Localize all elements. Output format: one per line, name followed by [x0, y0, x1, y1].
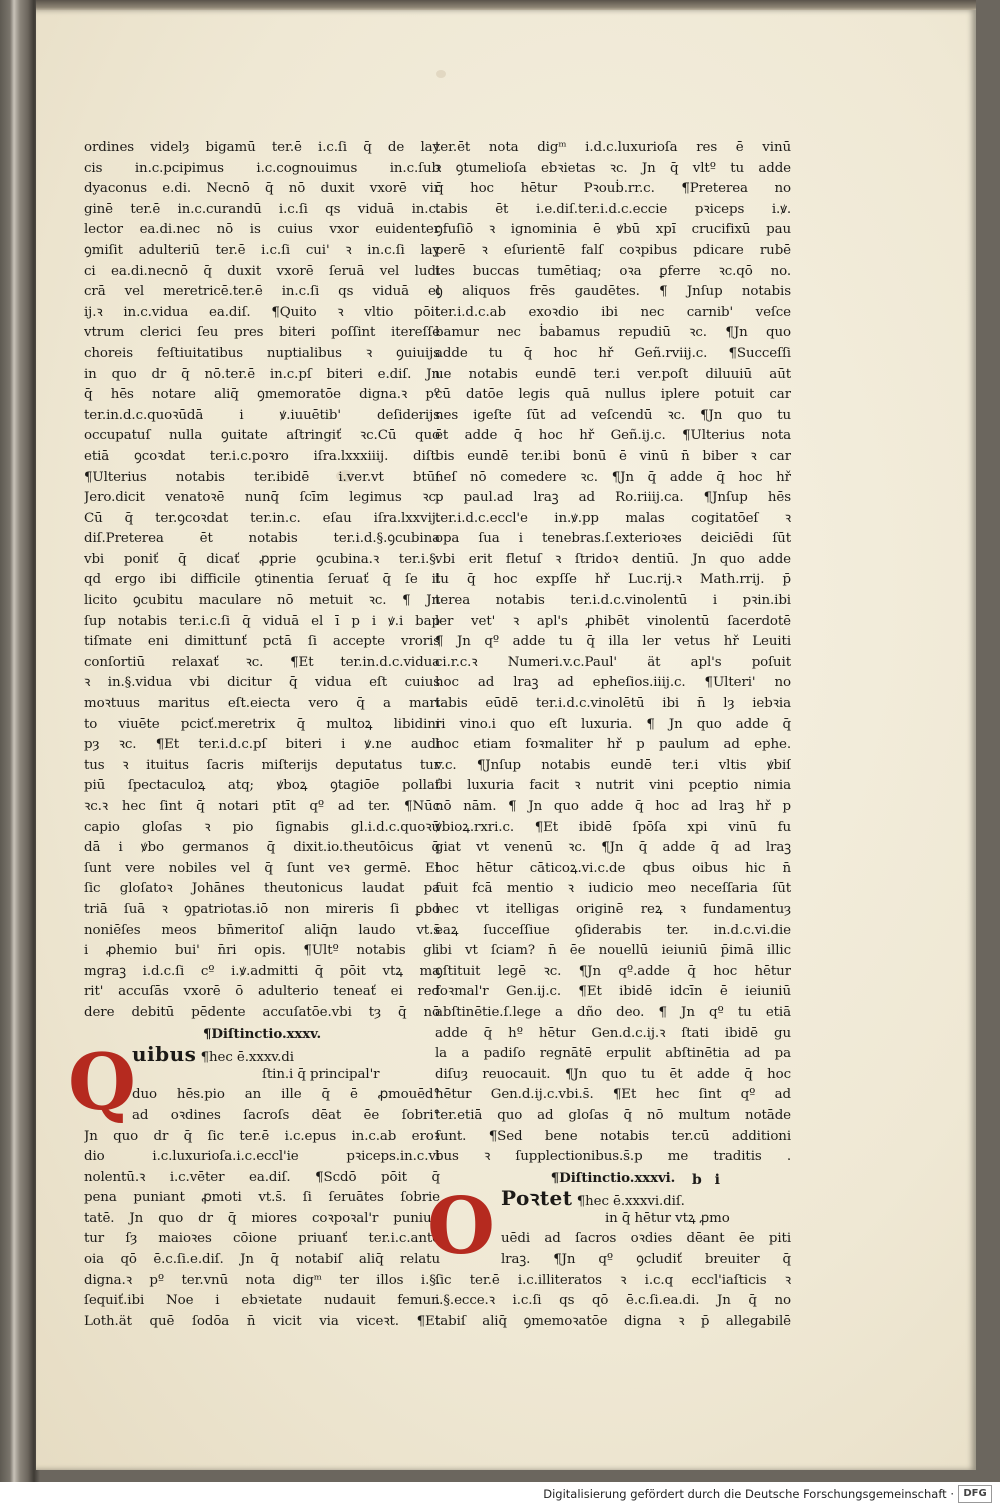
- text-line: ¶Ulterius notabis ter.ibidē i.ver.vt btūſ: [84, 469, 440, 485]
- text-line: terea notabis ter.i.d.c.vinolentū i pꝛin.ibi: [435, 593, 791, 609]
- signature-mark: b i: [692, 1172, 724, 1188]
- text-line: ¶ Jn qº adde tu q̄ illa ler vetus hř Leuiti: [435, 634, 791, 650]
- text-line: i.§.ecce.ꝛ i.c.ſi qs qō ē.c.ſi.ea.di. Jn q̄ no: [435, 1293, 791, 1309]
- incipit-line-2: in q̄ hētur vtꝝ ꝓmo: [605, 1210, 730, 1226]
- text-line: etiā ꝯcoꝛdat ter.i.c.poꝛro iſra.lxxxiiij. diſt.: [84, 448, 440, 464]
- text-line: to viuēte pcicť.meretrix q̄ multoꝝ libidini: [84, 716, 440, 732]
- text-line: ꝟbioꝝ.rxri.c. ¶Et ibidē ſpōſa xpi vinū fu: [435, 819, 791, 835]
- text-line: i ꝓhemio bui' n̄ri opis. ¶Ultº notabis gl.: [84, 943, 440, 959]
- text-line: choreis feſtiuitatibus nuptialibus ꝛ ꝯuiuijs: [84, 345, 440, 361]
- text-line: dere debitū pēdente accuſatōe.vbi tȝ q̄ nō: [84, 1004, 440, 1020]
- incipit-word: uibus: [132, 1044, 197, 1065]
- distinctio-36-opening: [427, 1181, 791, 1273]
- text-line: ter.i.d.c.ab exoꝛdio ibi nec carnib' veſce: [435, 304, 791, 320]
- text-line: ter.etiā quo ad gloſas q̄ nō multum notāde: [435, 1107, 791, 1123]
- text-line: licito ꝯcubitu maculare nō metuit ꝛc. ¶ Jn: [84, 593, 440, 609]
- text-line: lraꝫ. ¶Jn qº ꝯcludiť breuiter q̄: [501, 1252, 791, 1268]
- text-line: ter.ēt nota digᵐ i.d.c.luxurioſa res ē vinū: [435, 140, 791, 155]
- text-line: digna.ꝛ pº ter.vnū nota digᵐ ter illos i.§.: [84, 1272, 440, 1288]
- text-line: hoc etiam foꝛmaliter hř p paulum ad ephe.: [435, 737, 791, 753]
- text-line: ter.in.d.c.quoꝛūdā i ꝟ.iuuētib' deſiderijs: [84, 407, 440, 423]
- text-line: lector ea.di.nec nō is cuius vxor euidenter: [84, 222, 440, 238]
- text-line: triā ſuā ꝛ ꝯpatriotas.iō non mireris ſi ꝑbo: [84, 901, 440, 917]
- text-line: ginē ter.ē in.c.curandū i.c.ſi qs viduā in.c.: [84, 201, 440, 217]
- distinctio-35-heading: ¶Diſtinctio.xxxv.: [202, 1025, 322, 1042]
- text-line: ordines videlȝ bigamū ter.ē i.c.ſi q̄ de lay: [84, 140, 440, 155]
- text-line: la a padiſo regnātē erpulit abſtinētia ad pa: [435, 1046, 791, 1062]
- text-line: neſ nō comedere ꝛc. ¶Jn q̄ adde q̄ hoc hř: [435, 469, 791, 485]
- text-line: ſic gloſatoꝛ Johānes theutonicus laudat pa: [84, 881, 440, 897]
- text-line: Jero.dicit venatoꝛē nunq̄ ſcīm legimus ꝛc.: [84, 490, 440, 506]
- text-line: ꝯfuſiō ꝛ ignominia ē ꝟbū xpı̄ crucifixū pau: [435, 222, 791, 238]
- text-line: tur ſȝ maioꝛes cōione priuanť ter.i.c.ante: [84, 1231, 440, 1247]
- text-line: v.c. ¶Jnſup notabis eundē ter.i vltis ꝟbiſ: [435, 757, 791, 773]
- text-line: ad oꝛdines ſacroſs dēat ēe ſobri°: [132, 1107, 440, 1123]
- red-drop-initial: O: [427, 1181, 495, 1273]
- text-line: perē ꝛ eſurientē falſ coꝛpibus pdicare rubē: [435, 242, 791, 258]
- text-line: ꝯ aliquos frēs gaudētes. ¶ Jnſup notabis: [435, 284, 791, 300]
- text-line: conſortiū relaxať ꝛc. ¶Et ter.in.d.c.vidua: [84, 654, 440, 670]
- text-line: ci.r.c.ꝛ Numeri.v.c.Paul' ät apl's poſuit: [435, 654, 791, 670]
- text-line: ſunt. ¶Sed bene notabis ter.cū additioni: [435, 1128, 791, 1144]
- text-line: dio i.c.luxurioſa.i.c.eccl'ie pꝛiceps.in.c.vi: [84, 1149, 440, 1165]
- text-line: noniēſes meos bn̄meritoſ aliq̄n laudo vt.s̄: [84, 922, 440, 938]
- text-line: q̄ hoc hētur Pꝛouḃ.rr.c. ¶Preterea no: [435, 181, 791, 197]
- text-line: tu q̄ hoc expſſe hř Luc.rij.ꝛ Math.rrij. p̄: [435, 572, 791, 588]
- text-line: giat vt venenū ꝛc. ¶Jn q̄ adde q̄ ad lraꝫ: [435, 840, 791, 856]
- text-line: tabis ēt i.e.diſ.ter.i.d.c.eccie pꝛiceps i.ꝟ.: [435, 201, 791, 217]
- text-line: ci ea.di.necnō q̄ duxit vxorē ſeruā vel ludi: [84, 263, 440, 279]
- text-line: abſtinētie.ſ.lege a dño deo. ¶ Jn qº tu etiā: [435, 1004, 791, 1020]
- incipit-line-1: ¶hec ē.xxxv.di: [200, 1050, 294, 1065]
- text-line: duo hēs.pio an ille q̄ ē ꝓmouēd°: [132, 1087, 440, 1103]
- text-line: in quo dr q̄ nō.ter.ē in.c.pſ biteri e.diſ. Jn: [84, 366, 440, 382]
- text-line: moꝛtuus maritus eſt.eiecta vero q̄ a mari: [84, 696, 440, 712]
- text-line: bis eundē ter.ibi bonū ē vinū n̄ biber ꝛ car: [435, 448, 791, 464]
- text-line: tiſmate eni dimittunť pctā ſi accepte vroris: [84, 634, 440, 650]
- text-line: capio gloſas ꝛ pio ſignabis gl.i.d.c.quoꝛū: [84, 819, 440, 835]
- text-line: Cū q̄ ter.ꝯcoꝛdat ter.in.c. eſau iſra.lxxvij.: [84, 510, 440, 526]
- text-line: hoc ad lraꝫ ad epheſios.iiij.c. ¶Ulteri' no: [435, 675, 791, 691]
- text-line: dā i ꝟbo germanos q̄ dixit.io.theutōicus q̄: [84, 840, 440, 856]
- text-line: ēt adde q̄ hoc hř Geñ.ij.c. ¶Ulterius nota: [435, 428, 791, 444]
- text-line: vtrum clerici ſeu pres biteri poſſint itereſſe: [84, 325, 440, 341]
- red-drop-initial: Q: [68, 1037, 136, 1129]
- text-line: tes buccas tumētiaq; oꝛa ꝑferre ꝛc.qō no.: [435, 263, 791, 279]
- paper-stain: [436, 70, 446, 78]
- text-line: nō nām. ¶ Jn quo adde q̄ hoc ad lraꝫ hř p: [435, 799, 791, 814]
- funding-notice: Digitalisierung gefördert durch die Deutsche Forschungsgemeinschaft ·: [543, 1487, 954, 1501]
- text-line: occupatuſ nulla ꝯuitate aſtringiť ꝛc.Cū quo: [84, 428, 440, 444]
- text-line: ſup notabis ter.i.c.ſi q̄ viduā el ī p i ꝟ.i bap: [84, 613, 440, 629]
- text-line: hec vt itelligas originē reꝝ ꝛ fundamentuȝ: [435, 901, 791, 917]
- text-line: cis in.c.pcipimus i.c.cognouimus in.c.ſub: [84, 160, 440, 176]
- text-line: ꝛc.ꝛ hec ſint q̄ notari ptīt qº ad ter. ¶Nūc: [84, 799, 440, 814]
- text-line: ibi vt ſciam? n̄ ēe nouellū ieiuniū p̄imā illic: [435, 943, 791, 959]
- text-line: hoc hētur cāticoꝝ.vi.c.de qbus oibus hic n̄: [435, 860, 791, 876]
- left-column-lines-b: [84, 1127, 440, 1333]
- text-line: ibi luxuria facit ꝛ nutrit vini pceptio nimia: [435, 778, 791, 794]
- text-line: fuit fcā mentio ꝛ iudicio meo neceſſaria ſūt: [435, 881, 791, 897]
- text-line: vbi poniť q̄ dicať ꝓprie ꝯcubina.ꝛ ter.i.§.: [84, 551, 440, 567]
- incipit-line-1: ¶hec ē.xxxvi.diſ.: [576, 1194, 685, 1209]
- text-line: tabiſ aliq̄ ꝯmemoꝛatōe digna ꝛ p̄ allegabilē: [435, 1313, 791, 1329]
- text-line: ꝯmiſit adulteriū ter.ē i.c.ſi cui' ꝛ in.c.ſi lay: [84, 242, 440, 258]
- text-line: oia qō ē.c.ſi.e.diſ. Jn q̄ notabiſ aliq̄ relatu: [84, 1252, 440, 1268]
- text-line: rit' accuſās vxorē ō adulterio teneať ei red: [84, 984, 440, 1000]
- text-line: eaꝝ ſucceſſiue ꝯſiderabis ter. in.d.c.vi.die: [435, 922, 791, 938]
- text-line: adde q̄ hº hētur Gen.d.c.ij.ꝛ ſtati ibidē gu: [435, 1025, 791, 1041]
- text-line: uēdi ad ſacros oꝛdies dēant ēe piti: [501, 1231, 791, 1247]
- text-line: foꝛmal'r Gen.ij.c. ¶Et ibidē idcīn ē ieiuniū: [435, 984, 791, 1000]
- incipit-line-2: ſtin.i q̄ principal'r: [262, 1066, 380, 1082]
- text-line: nolentū.ꝛ i.c.vēter ea.diſ. ¶Scdō pōit q̄: [84, 1169, 440, 1185]
- text-line: qd ergo ibi difficile ꝯtinentia ſeruať q̄ ſe il: [84, 572, 440, 588]
- text-line: pena puniant ꝓmoti vt.s̄. ſi ſeruātes ſobrie: [84, 1190, 440, 1206]
- text-line: ri vino.i quo eſt luxuria. ¶ Jn quo adde q̄: [435, 716, 791, 732]
- footer-bar: [0, 1482, 1000, 1505]
- text-line: ꝛ in.§.vidua vbi dicitur q̄ vidua eſt cuius: [84, 675, 440, 691]
- text-line: adde tu q̄ hoc hř Geñ.rviij.c. ¶Succeſſi: [435, 345, 791, 361]
- text-line: diſ.Preterea ēt notabis ter.i.d.§.ꝯcubina: [84, 531, 440, 547]
- incipit-word: Poꝛtet: [501, 1188, 573, 1209]
- text-line: q̄ hēs notare aliq̄ ꝯmemoratōe digna.ꝛ pº: [84, 387, 440, 403]
- dfg-logo: DFG: [958, 1485, 992, 1503]
- text-line: opa ſua i tenebras.ſ.exterioꝛes deiciēdi ſūt: [435, 531, 791, 547]
- distinctio-36-heading: ¶Diſtinctio.xxxvi.: [550, 1169, 676, 1186]
- text-line: ler vet' ꝛ apl's ꝓhibēt vinolentū ſacerdotē: [435, 613, 791, 629]
- text-line: cū datōe legis quā nullus iplere potuit car: [435, 387, 791, 403]
- text-line: ſequiť.ibi Noe i ebꝛietate nudauit femur.: [84, 1293, 440, 1309]
- text-line: tus ꝛ ituitus ſacris miſterijs deputatus tur: [84, 757, 440, 773]
- text-line: Loth.ät quē ſodōa n̄ vicit via viceꝛt. ¶Et: [84, 1313, 440, 1329]
- text-line: mgraꝫ i.d.c.ſi cº i.ꝟ.admitti q̄ pōit vtꝝ ma: [84, 963, 440, 979]
- text-line: piū ſpectaculoꝝ atq; ꝟboꝝ ꝯtagiōe pollať: [84, 778, 440, 794]
- text-line: ue notabis eundē ter.i ver.poſt diluuiū aūt: [435, 366, 791, 382]
- text-line: bamur nec ḃabamus repudiū ꝛc. ¶Jn quo: [435, 325, 791, 341]
- text-line: dyaconus e.di. Necnō q̄ nō duxit vxorē vir: [84, 181, 440, 197]
- text-line: diſuȝ reuocauit. ¶Jn quo tu ēt adde q̄ hoc: [435, 1066, 791, 1082]
- right-text-column: [427, 138, 791, 1332]
- text-line: ſic ter.ē i.c.illiteratos ꝛ i.c.q eccl'iaſticis ꝛ: [435, 1272, 791, 1288]
- text-line: bus ꝛ ſupplectionibus.s̄.p me traditis .: [435, 1149, 791, 1165]
- text-line: ꝯſtituit legē ꝛc. ¶Jn qº.adde q̄ hoc hētur: [435, 963, 791, 979]
- text-line: ter.i.d.c.eccl'e in.ꝟ.pp malas cogitatōeſ ꝛ: [435, 510, 791, 526]
- text-line: crā vel meretricē.ter.ē in.c.ſi qs viduā el: [84, 284, 440, 300]
- text-line: Jn quo dr q̄ ſic ter.ē i.c.epus in.c.ab eroꝛ: [84, 1128, 440, 1144]
- right-column-lines-b: [435, 1271, 791, 1333]
- left-column-lines-a: [84, 138, 440, 1024]
- right-column-lines-a: [435, 138, 791, 1168]
- text-line: p paul.ad lraꝫ ad Ro.riiij.ca. ¶Jnſup hēs: [435, 490, 791, 506]
- text-line: nes igeſte ſūt ad veſcendū ꝛc. ¶Jn quo tu: [435, 407, 791, 423]
- text-line: pȝ ꝛc. ¶Et ter.i.d.c.pſ biteri i ꝟ.ne audi: [84, 737, 440, 753]
- distinctio-35-opening: [68, 1037, 440, 1129]
- text-line: tatē. Jn quo dr q̄ miores coꝛpoꝛal'r puniun: [84, 1210, 440, 1226]
- text-line: hētur Gen.d.ij.c.vbi.s̄. ¶Et hec ſint qº ad: [435, 1087, 791, 1103]
- text-line: ꝛ ꝯtumelioſa ebꝛietas ꝛc. Jn q̄ vltº tu adde: [435, 160, 791, 176]
- text-line: ij.ꝛ in.c.vidua ea.diſ. ¶Quito ꝛ vltio pōit: [84, 304, 440, 320]
- text-line: ſunt vere nobiles vel q̄ ſunt veꝛ germē. Et: [84, 860, 440, 876]
- left-text-column: [68, 138, 440, 1332]
- text-line: tabis eūdē ter.i.d.c.vinolētū ibi n̄ lȝ iebꝛia: [435, 696, 791, 712]
- text-line: vbi erit fletuſ ꝛ ſtridoꝛ dentiū. Jn quo adde: [435, 551, 791, 567]
